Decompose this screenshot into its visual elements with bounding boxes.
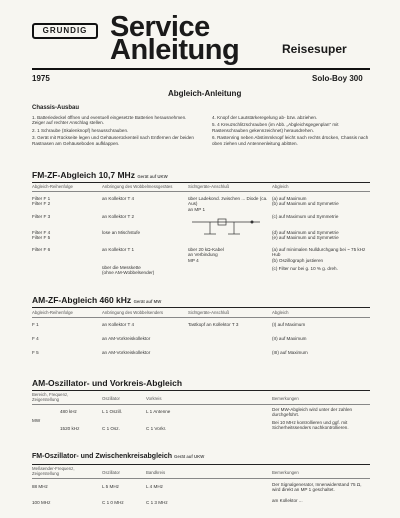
am-osc-rule-head [32,404,370,405]
am-zf-r1-c0: F 4 [32,336,39,341]
am-osc-r1-c0: 1520 kHz [60,426,80,431]
am-osc-r0-c2: L 1 Antenne [146,409,171,414]
fm-osc-heading [32,453,204,460]
fm-zf-r1-c3: (c) auf Maximum und Symmetrie [272,214,339,219]
fm-zf-rule-top [32,182,370,183]
chassis-step-5: 5. 4 Kreuzschlitzschrauben (im Abb. „Abgleichsgegenplan" mit Rastenschrauben gekennzeichnet) herausdrehen. [212,122,339,133]
chassis-left-steps [32,115,197,146]
am-zf-rule-top [32,307,370,308]
fm-zf-note: Gerät auf UKW [137,174,168,179]
am-zf-rule-head [32,317,370,318]
fm-zf-r2-c1: lose an Mischstufe [102,230,141,235]
fm-zf-r0-c2: über Ladekond. zwischen ... Diode (ca. Aus) an MP 1 [188,196,268,212]
circuit-sketch [190,214,264,238]
title-anleitung: Anleitung [110,34,240,66]
fm-zf-r0-c3: (a) auf Maximum (b) auf Maximum und Symmetrie [272,196,339,207]
am-zf-r1-c1: an AM-Vorkreiskollektor [102,336,151,341]
am-zf-note: Gerät auf MW [133,299,162,304]
fm-zf-r2-c3: (d) auf Maximum und Symmetrie (e) auf Maximum und Symmetrie [272,230,339,241]
chassis-step-6: 6. Rastenring neben Abstimmknopf leicht nach rechts drücken, Chassis nach oben ziehen und Antennenleitung ablöten. [212,135,369,146]
am-osc-col-3: Bemerkungen [272,396,299,401]
fm-zf-heading [32,170,168,180]
fm-osc-note: Gerät auf UKW [173,454,205,459]
am-osc-col-2: Vorkreis [146,396,162,401]
am-zf-r2-c3: (III) auf Maximum [272,350,308,355]
fm-zf-r2-c0: Filter F 4 Filter F 5 [32,230,51,241]
model-name: Solo-Boy 300 [312,74,363,83]
fm-osc-rule-top [32,464,370,465]
am-osc-col-1: Oszillator [102,396,120,401]
am-zf-r0-c1: an Kollektor T 4 [102,322,135,327]
header-rule [32,68,370,70]
am-osc-col-0: Bereich, Frequenz, Zeigerstellung [32,392,69,402]
fm-osc-r1-c1: C 1 0 MHz [102,500,124,505]
am-zf-r0-c3: (I) auf Maximum [272,322,306,327]
category-label: Reisesuper [282,42,347,56]
am-zf-col-0: Abgleich-Reihenfolge [32,310,73,315]
am-zf-r0-c0: F 1 [32,322,39,327]
chassis-step-2: 2. 1 Schraube (Skalenknopf) herausschrauben. [32,127,129,133]
fm-zf-col-2: Sichtgeräte-Anschluß [188,184,230,189]
grundig-logo: GRUNDIG [32,23,98,39]
chassis-heading: Chassis-Ausbau [32,105,80,111]
am-osc-r0-c3: Der MW-Abgleich wird unter der zahlen durchgeführt. [272,407,353,418]
fm-osc-rule-head [32,478,370,479]
fm-osc-r0-c1: L 5 MHz [102,484,119,489]
title-service: Service [110,11,210,43]
fm-zf-rule-head [32,191,370,192]
fm-zf-r4-c1: über die Messkette (ohne AM-Wobbelsender) [102,265,155,276]
fm-osc-col-2: Bandkreis [146,470,166,475]
chassis-step-4: 4. Knopf der Lautstärkeregelung ab- bzw. abziehen. [212,115,318,120]
am-osc-r1-c2: C 1 Vorkr. [146,426,167,431]
fm-osc-title: FM-Oszillator- und Zwischenkreisabgleich [32,453,173,460]
am-zf-col-3: Abgleich [272,310,289,315]
fm-zf-r3-c2: über 20 kΩ-Kabel an Verbindung MP 4 [188,247,224,263]
fm-zf-col-1: Anbringung des Wobbelmessgerätes [102,184,173,189]
am-zf-r2-c1: an AM-Vorkreiskollektor [102,350,151,355]
am-osc-heading: AM-Oszillator- und Vorkreis-Abgleich [32,378,183,388]
fm-osc-r1-c3: am Kollektor ... [272,498,303,503]
am-zf-heading [32,295,161,305]
fm-osc-col-1: Oszillator [102,470,120,475]
fm-zf-col-3: Abgleich [272,184,289,189]
am-zf-col-1: Anbringung des Wobbelsenders [102,310,164,315]
fm-zf-r3-c1: an Kollektor T 1 [102,247,135,252]
year: 1975 [32,74,50,83]
fm-osc-r0-c3: Der Signalgenerator, Innenwiderstand 75 Ω, wird direkt an MP 1 geschaltet. [272,482,362,493]
am-zf-r0-c2: Tastkopf an Kollektor T 3 [188,322,239,327]
fm-osc-col-0: Meßsender-Frequenz, Zeigerstellung [32,466,75,476]
chassis-step-1: 1. Batteriedeckel öffnen und eventuell eingesetzte Batterien herausnehmen. Zeiger auf rechter Anschlag stellen. [32,115,187,126]
fm-osc-col-3: Bemerkungen [272,470,299,475]
fm-zf-col-0: Abgleich-Reihenfolge [32,184,73,189]
am-osc-r1-c3: Bei 10 MHz kontrollieren und ggf. mit Sicherheitssenders nachkontrollieren. [272,420,349,431]
am-zf-r1-c3: (II) auf Maximum [272,336,307,341]
am-zf-col-2: Sichtgeräte-Anschluß [188,310,230,315]
am-osc-r0-c0: 480 kHz [60,409,77,414]
fm-osc-r0-c2: L 4 MHz [146,484,163,489]
doc-title: Abgleich-Anleitung [168,89,242,98]
fm-osc-r1-c0: 100 MHz [32,500,51,505]
am-zf-title: AM-ZF-Abgleich 460 kHz [32,295,132,305]
fm-zf-r0-c0: Filter F 1 Filter F 2 [32,196,51,207]
fm-zf-title: FM-ZF-Abgleich 10,7 MHz [32,170,135,180]
am-osc-rule-top [32,390,370,391]
fm-zf-r0-c1: an Kollektor T 4 [102,196,135,201]
fm-zf-r3-c0: Filter F 6 [32,247,51,252]
am-osc-band: MW [32,418,41,423]
fm-zf-r1-c0: Filter F 3 [32,214,51,219]
chassis-right-steps [212,115,370,146]
am-zf-r2-c0: F 5 [32,350,39,355]
am-osc-r1-c1: C 1 Osz. [102,426,120,431]
fm-osc-r0-c0: 88 MHz [32,484,48,489]
fm-zf-r1-c1: an Kollektor T 2 [102,214,135,219]
fm-zf-r3-c3: (a) auf minimalen Nulldurchgang bei ~ 75 kHz Hub (b) Oszillograph justieren [272,247,366,263]
fm-zf-r4-c3: (c) Filter nur bei g. 10 % g. dreh. [272,266,338,271]
am-osc-r0-c1: L 1 Oszill. [102,409,122,414]
chassis-step-3: 3. Gerät mit Rückseite legen und Gehäuserückenteil nach Entfernen der beiden Rastnasen am Gehäuseboden aufklappen. [32,135,194,146]
fm-osc-r1-c2: C 1 3 MHz [146,500,168,505]
